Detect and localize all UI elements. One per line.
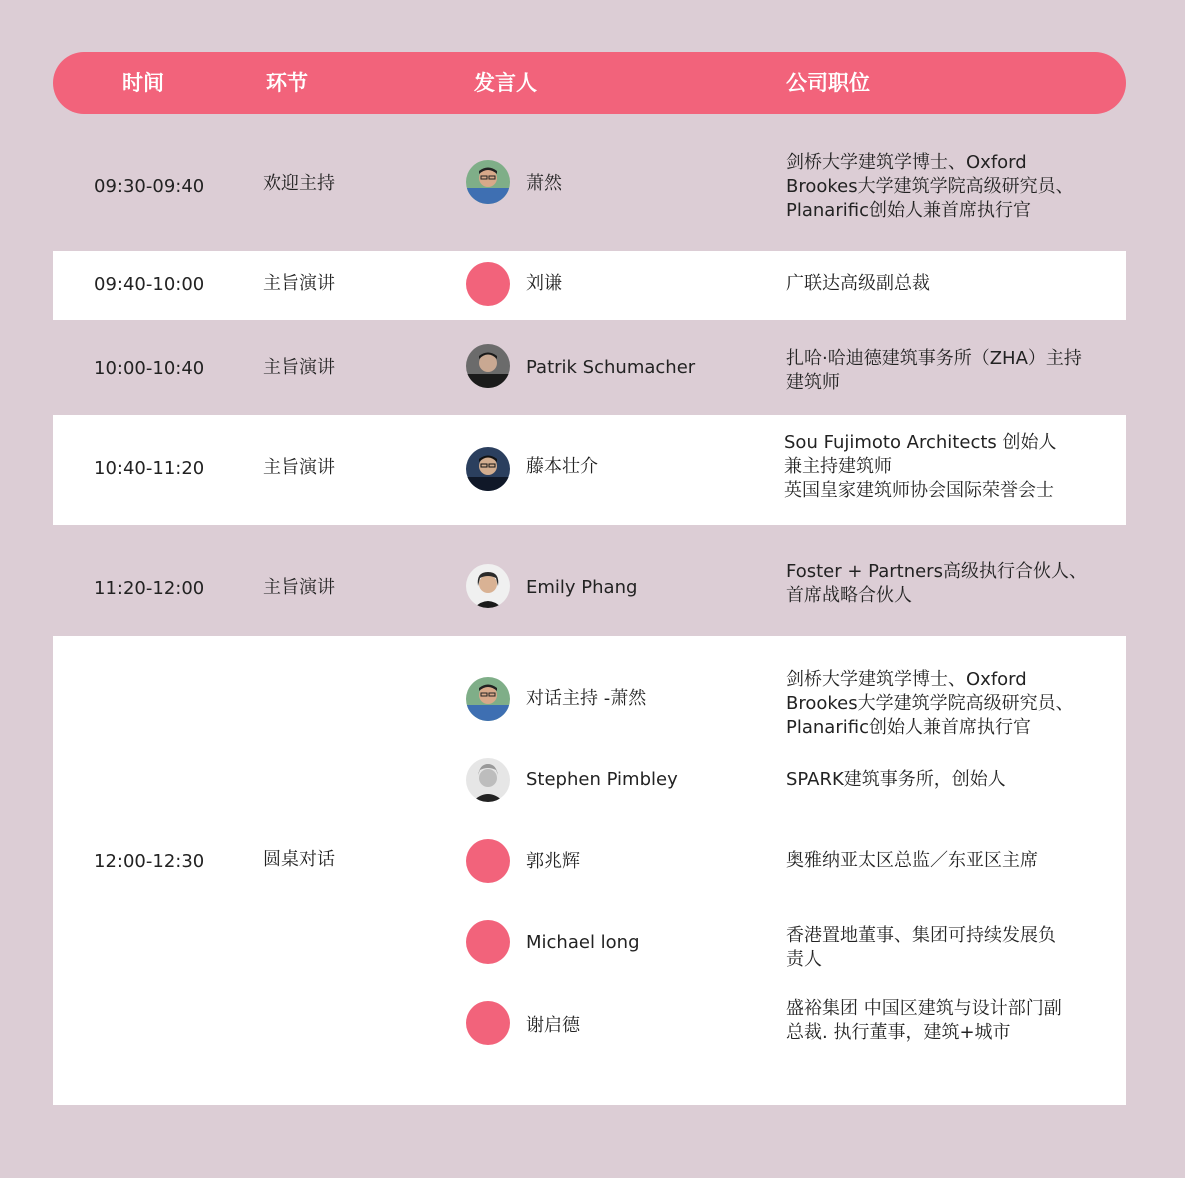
- row-band: [53, 251, 1126, 320]
- speaker-name: Michael long: [526, 932, 640, 953]
- speaker-avatar: [466, 160, 510, 204]
- speaker-name: 郭兆辉: [526, 851, 580, 872]
- row-session: 欢迎主持: [263, 173, 335, 194]
- speaker-name: 刘谦: [526, 273, 562, 294]
- speaker-position: SPARK建筑事务所，创始人: [786, 769, 1006, 790]
- speaker-position: 广联达高级副总裁: [786, 273, 930, 294]
- speaker-position: 剑桥大学建筑学博士、Oxford Brookes大学建筑学院高级研究员、 Planarific创始人兼首席执行官: [786, 669, 1074, 738]
- speaker-name: 对话主持 -萧然: [526, 688, 647, 709]
- speaker-name: 萧然: [526, 173, 562, 194]
- header-session: 环节: [266, 71, 308, 95]
- row-session: 主旨演讲: [263, 273, 335, 294]
- speaker-avatar: [466, 677, 510, 721]
- speaker-position: 奥雅纳亚太区总监／东亚区主席: [786, 850, 1038, 871]
- header-position: 公司职位: [786, 71, 870, 95]
- speaker-avatar: [466, 344, 510, 388]
- row-session: 圆桌对话: [263, 849, 335, 870]
- row-time: 09:40-10:00: [94, 274, 205, 295]
- row-time: 10:40-11:20: [94, 458, 205, 479]
- speaker-position: Foster + Partners高级执行合伙人、 首席战略合伙人: [786, 561, 1087, 606]
- speaker-avatar-placeholder: [466, 920, 510, 964]
- header-speaker: 发言人: [474, 71, 537, 95]
- speaker-avatar-placeholder: [466, 262, 510, 306]
- speaker-avatar: [466, 758, 510, 802]
- speaker-position: Sou Fujimoto Architects 创始人 兼主持建筑师 英国皇家建筑师协会国际荣誉会士: [784, 432, 1057, 501]
- row-time: 11:20-12:00: [94, 578, 205, 599]
- row-time: 12:00-12:30: [94, 851, 205, 872]
- speaker-position: 香港置地董事、集团可持续发展负 责人: [786, 925, 1056, 970]
- speaker-name: 谢启德: [526, 1015, 580, 1036]
- speaker-avatar-placeholder: [466, 1001, 510, 1045]
- header-time: 时间: [122, 71, 164, 95]
- speaker-name: Stephen Pimbley: [526, 769, 678, 790]
- speaker-position: 盛裕集团 中国区建筑与设计部门副 总裁. 执行董事，建筑+城市: [786, 998, 1062, 1043]
- speaker-avatar-placeholder: [466, 839, 510, 883]
- row-time: 09:30-09:40: [94, 176, 205, 197]
- speaker-position: 剑桥大学建筑学博士、Oxford Brookes大学建筑学院高级研究员、 Planarific创始人兼首席执行官: [786, 152, 1074, 221]
- schedule-header: [53, 52, 1126, 114]
- row-session: 主旨演讲: [263, 577, 335, 598]
- row-session: 主旨演讲: [263, 357, 335, 378]
- row-time: 10:00-10:40: [94, 358, 205, 379]
- speaker-name: Patrik Schumacher: [526, 357, 696, 378]
- speaker-name: Emily Phang: [526, 577, 638, 598]
- row-session: 主旨演讲: [263, 457, 335, 478]
- speaker-position: 扎哈·哈迪德建筑事务所（ZHA）主持 建筑师: [786, 348, 1082, 393]
- speaker-avatar: [466, 447, 510, 491]
- speaker-avatar: [466, 564, 510, 608]
- speaker-name: 藤本壮介: [526, 456, 598, 477]
